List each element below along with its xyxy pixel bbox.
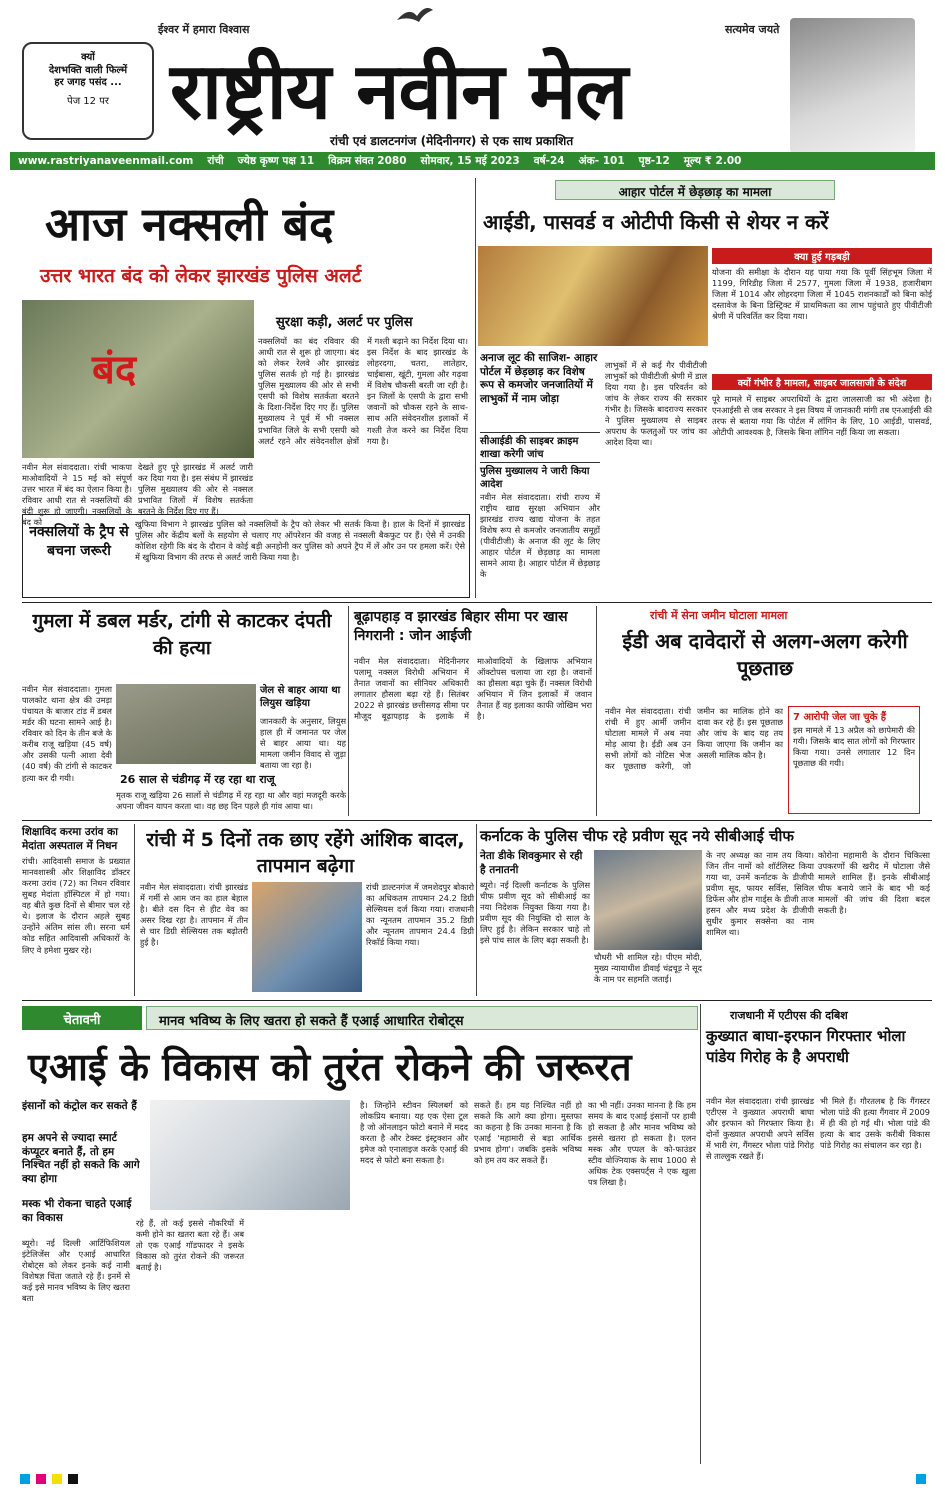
- karnataka-body-2: के नए अध्यक्ष का नाम तय किया। जिन तीन नामों को शॉर्टलिस्ट किया गया था, उनमें कर्नाटक के डीजीपी प्रवीण सूद, फायर सर्विस, सिविल डिफेंस और होम गार्ड्स के डीजी ताज हसन और मध्य प्रदेश के डीजीपी सुधीर कुमार सक्सेना का नाम शामिल था।: [706, 850, 814, 938]
- karnataka-body-1: ब्यूरो। नई दिल्ली कर्नाटक के पुलिस चीफ प्रवीण सूद को सीबीआई का नया निदेशक नियुक्त किया गया है। प्रवीण सूद की नियुक्ति दो साल के लिए हुई है। लेकिन सरकार चाहे तो इसे पांच साल के लिए बढ़ा सकती है।: [480, 880, 590, 946]
- tribal-body: रांची। आदिवासी समाज के प्रख्यात मानवशास्त्री और शिक्षाविद डॉक्टर करमा उरांव (72) का निधन रविवार सुबह मेदांता हॉस्पिटल में हो गया। वह बीते कुछ दिनों से बीमार चल रहे थे। इलाज के दौरान अहले सुबह उन्होंने अंतिम सांस ली। सरना धर्म कोड सहित आदिवासी अधिकारों के लिए वे हमेशा मुखर रहे।: [22, 856, 130, 955]
- ed-label: रांची में सेना जमीन घोटाला मामला: [650, 609, 788, 622]
- ai-body-5: का भी नहीं। उनका मानना है कि हम समय के बाद एआई इंसानों पर हावी हो सकता है और मानव भविष्य को इससे खतरा हो सकता है। एलन मस्क और एप्पल के को-फाउंडर स्टीव वोज्नियाक के साथ 1000 से अधिक टेक एक्सपर्ट्स ने एक खुला पत्र लिखा है।: [588, 1100, 696, 1188]
- portal-label: आहार पोर्टल में छेड़छाड़ का मामला: [555, 180, 835, 200]
- edition-subtitle: रांची एवं डालटनगंज (मेदिनीनगर) से एक साथ प्रकाशित: [330, 134, 574, 148]
- crime-scene-photo: [116, 684, 256, 764]
- ai-body-2: रहे हैं, तो कई इससे नौकरियों में कमी होने का खतरा बता रहे हैं। अब तो एक एआई गॉडफादर ने इसके विकास को तुरंत रोकने की जरूरत बताई है।: [136, 1218, 244, 1273]
- black-mark: [68, 1474, 78, 1484]
- column-rule: [476, 824, 477, 996]
- ed-body: नवीन मेल संवाददाता। रांची रांची में हुए आर्मी जमीन घोटाला मामले में अब नया मोड़ आया है। ईडी अब उन सभी लोगों को नोटिस भेज कर पूछताछ करेगी, जो जमीन का मालिक होने का दावा कर रहे हैं। इस पूछताछ और जांच के बाद यह तय किया जाएगा कि जमीन का असली मालिक कौन है।: [605, 706, 783, 772]
- left-slogan: ईश्वर में हमारा विश्वास: [158, 23, 250, 36]
- section-rule: [22, 1000, 932, 1001]
- portal-left-sub1: सीआईडी की साइबर क्राइम शाखा करेगी जांच: [480, 432, 600, 461]
- ai-quote-2: हम अपने से ज्यादा स्मार्ट कंप्यूटर बनाते हैं, तो हम निश्चित नहीं हो सकते कि आगे क्या होगा: [22, 1132, 140, 1185]
- magenta-mark: [36, 1474, 46, 1484]
- yellow-mark: [52, 1474, 62, 1484]
- dateline-bar: www.rastriyanaveenmail.com रांची ज्येष्ठ कृष्ण पक्ष 11 विक्रम संवत 2080 सोमवार, 15 मई 2023 वर्ष-24 अंक- 101 पृष्ठ-12 मूल्य ₹ 2.00: [10, 152, 935, 170]
- gumla-headline: गुमला में डबल मर्डर, टांगी से काटकर दंपती की हत्या: [32, 610, 332, 659]
- portal-tag: क्या हुई गड़बड़ी: [712, 248, 932, 264]
- ed-side-body: इस मामले में 13 अप्रैल को छापेमारी की गयी। जिसके बाद सात लोगों को गिरफ्तार किया गया। उनसे लगातार 12 दिन पूछताछ की गयी।: [793, 725, 915, 769]
- bird-icon: [395, 2, 435, 28]
- lead-kicker: सुरक्षा कड़ी, अलर्ट पर पुलिस: [276, 315, 413, 330]
- lead-body-2: देखते हुए पूरे झारखंड में अलर्ट जारी कर दिया गया है। इस संबंध में झारखंड पुलिस मुख्यालय की ओर से नक्सल प्रभावित जिलों में विशेष सतर्कता बरतने के निर्देश दिए गए हैं।: [138, 462, 253, 517]
- ai-label: चेतावनी: [22, 1006, 142, 1030]
- ai-kicker: मानव भविष्य के लिए खतरा हो सकते हैं एआई आधारित रोबोट्स: [146, 1006, 698, 1030]
- website-link[interactable]: www.rastriyanaveenmail.com: [18, 155, 194, 167]
- column-rule: [475, 178, 476, 598]
- gumla-body-1: नवीन मेल संवाददाता। गुमला पालकोट थाना क्षेत्र की उमड़ा पंचायत के बाजार टांड में डबल मर्डर की घटना सामने आई है। रविवार को दिन के तीन बजे के करीब राजू खड़िया (45 वर्ष) और उसकी पत्नी आशा देवी (40 वर्ष) की टांगी से काटकर हत्या कर दी गयी।: [22, 684, 112, 783]
- ed-side-title: 7 आरोपी जेल जा चुके हैं: [793, 712, 887, 723]
- portal-tag-2: क्यों गंभीर है मामला, साइबर जालसाजी के संदेश: [712, 374, 932, 390]
- column-rule: [348, 606, 349, 816]
- portal-body-1: योजना की समीक्षा के दौरान यह पाया गया कि पूर्वी सिंहभूम जिला में 1199, गिरिडीह जिला में 2577, गुमला जिला में 1938, हजारीबाग जिला में 1014 और लोहरदगा जिला में 1045 राशनकार्डों को बिना कोई दस्तावेज के बिना डिस्ट्रिक्ट में प्राथमिकता का लाभ पहुंचाते हुए पीवीटीजी श्रेणी में परिवर्तित कर दिया गया।: [712, 267, 932, 322]
- photo-overlay-word: बंद: [92, 347, 137, 393]
- column-rule: [134, 824, 135, 996]
- weather-body-1: नवीन मेल संवाददाता। रांची झारखंड में गर्मी से आम जन का हाल बेहाल है। बीते दस दिन से हीट वेव का असर दिख रहा है। तापमान में तीन से चार डिग्री सेल्सियस तक बढ़ोतरी हुई है।: [140, 882, 248, 948]
- weather-body-2: रांची डाल्टनगंज में जमशेदपुर बोकारो का अधिकतम तापमान 24.2 डिग्री सेल्सियस दर्ज किया गया। राजधानी का न्यूनतम तापमान 35.2 डिग्री और न्यूनतम तापमान 24.4 डिग्री रिकॉर्ड किया गया।: [366, 882, 474, 948]
- print-registration-marks: [0, 1470, 945, 1489]
- section-rule: [22, 820, 932, 821]
- masthead: [0, 0, 945, 150]
- gumla-body-2: जानकारी के अनुसार, लियुस हाल ही में जमानत पर जेल से बाहर आया था। यह मामला जमीन विवाद से जुड़ा बताया जा रहा है।: [260, 716, 346, 771]
- newspaper-title: राष्ट्रीय नवीन मेल: [170, 47, 628, 137]
- actor-portrait: [790, 18, 915, 153]
- border-body: नवीन मेल संवाददाता। मेदिनीनगर पलामू नक्सल विरोधी अभियान में तैनात जवानों का सीनियर अधिकारी लगातार हौसला बढ़ा रहे हैं। सितंबर 2022 से झारखंड छत्तीसगढ़ सीमा पर मौजूद बूढ़ापहाड़ के इलाके में माओवादियों के खिलाफ अभियान ऑक्टोपस चलाया जा रहा है। जवानों का हौसला बढ़ा चुके हैं। नक्सल विरोधी अभियान में जिन इलाकों में जवान तैनात हैं वह इलाका काफी जोखिम भरा है।: [354, 656, 592, 722]
- portal-headline: आईडी, पासवर्ड व ओटीपी किसी से शेयर न करें: [483, 210, 829, 234]
- right-slogan: सत्यमेव जयते: [725, 23, 780, 36]
- cyan-mark: [916, 1474, 926, 1484]
- portal-body-3: नवीन मेल संवाददाता। रांची राज्य में राष्ट्रीय खाद्य सुरक्षा अभियान और झारखंड राज्य खाद्य योजना के तहत विशेष रूप से कमजोर जनजातीय समूहों (पीवीटीजी) के अनाज की लूट के लिए आहार पोर्टल में छेड़छाड़ का मामला सामने आया है। आहार पोर्टल में छेड़छाड़ के: [480, 492, 600, 580]
- trap-title: नक्सलियों के ट्रैप से बचना जरूरी: [29, 524, 129, 559]
- lead-headline: आज नक्सली बंद: [45, 197, 334, 251]
- lead-body-1: नवीन मेल संवाददाता। रांची भाकपा माओवादियों ने 15 मई को संपूर्ण उत्तर भारत में बंद का ऐलान किया है। रविवार आधी रात से नक्सलियों की बंदी शुरू हो जाएगी। नक्सलियों के बंद को: [22, 462, 132, 528]
- column-rule: [596, 606, 597, 816]
- ai-quote-1: इंसानों को कंट्रोल कर सकते हैं: [22, 1100, 137, 1112]
- ai-headline: एआई के विकास को तुरंत रोकने की जरूरत: [28, 1045, 632, 1089]
- ai-quote-3: मस्क भी रोकना चाहते एआई का विकास: [22, 1198, 132, 1224]
- lead-body-3: नक्सलियों का बंद रविवार की आधी रात से शुरू हो जाएगा। बंद को लेकर रेलवे और झारखंड पुलिस सतर्क हो गई है। झारखंड पुलिस मुख्यालय की ओर से सभी एसपी को विशेष सतर्कता बरतने के दिशा-निर्देश दिए गए हैं। पुलिस मुख्यालय ने पूर्व में भी नक्सल प्रभावित जिले के सभी एसपी को अलर्ट रहने और संवेदनशील क्षेत्रों में गश्ती बढ़ाने का निर्देश दिया था। इस निर्देश के बाद झारखंड के लोहरदगा, चतरा, लातेहार, चाईबासा, खूंटी, गुमला और गढ़वा में विशेष चौकसी बरती जा रही है। इन जिलों के एसपी के द्वारा सभी जवानों को चौकस रहने के साथ-साथ अति संवेदनशील इलाकों में गश्ती तेज करने का निर्देश दिया गया है।: [258, 336, 468, 446]
- ed-headline: ईडी अब दावेदारों से अलग-अलग करेगी पूछताछ: [622, 629, 908, 680]
- ai-body-3: है। जिन्होंने स्टीवन स्पिलबर्ग को लोकप्रिय बनाया। यह एक ऐसा टूल है जो ऑनलाइन फोटो बनाने में मदद करता है और टेक्स्ट इंस्ट्रक्शन और इमेज को एनालाइज करके एआई की मदद से फोटो बना सकता है।: [360, 1100, 468, 1166]
- border-headline: बूढ़ापहाड़ व झारखंड बिहार सीमा पर खास निगरानी : जोन आईजी: [354, 609, 568, 644]
- karnataka-body-3: कोरोना महामारी के दौरान चिकित्सा उपकरणों की खरीद में घोटाला जैसे मामले शामिल हैं। इनके सीबीआई चीफ बनाये जाने के बाद भी कई मामलों की जांच की दिशा बदल सकती है।: [818, 850, 930, 916]
- portal-body-2: पूरे मामले में साइबर अपराधियों के द्वारा जालसाजी का भी अंदेशा है। एनआईसी से जब सरकार ने इस विषय में जानकारी मांगी तब एनआईसी की तरफ से बताया गया कि पोर्टल में लॉगिन के लिए, 10 आईडी, पासवर्ड, ओटीपी आवश्यक है, जिसके बिना लॉगिन नहीं किया जा सकता।: [712, 394, 932, 438]
- ats-headline: कुख्यात बाघा-इरफान गिरफ्तार भोला पांडेय गिरोह के है अपराधी: [706, 1027, 906, 1066]
- karnataka-sub: नेता डीके शिवकुमार से रही है तनातनी: [480, 850, 583, 876]
- tribal-title: शिक्षाविद करमा उरांव का मेदांता अस्पताल में निधन: [22, 826, 118, 852]
- trap-box: [22, 514, 470, 598]
- ai-body-1: ब्यूरो। नई दिल्ली आर्टिफिशियल इंटेलिजेंस और एआई आधारित रोबोट्स को लेकर इनके कई नामी विशेषज्ञ चिंता जताते रहे हैं। इनमें से कई इसे मानव भविष्य के लिए खतरा बता: [22, 1238, 130, 1304]
- promo-box[interactable]: क्यों देशभक्ति वाली फिल्में हर जगह पसंद ... पेज 12 पर: [22, 42, 154, 140]
- police-chief-photo: [594, 850, 702, 950]
- portal-left-head: अनाज लूट की साजिश- आहार पोर्टल में छेड़छाड़ कर विशेष रूप से कमजोर जनजातियों में लाभुकों में नाम जोड़ा: [480, 352, 598, 405]
- naxal-photo: [22, 300, 254, 458]
- section-rule: [22, 602, 932, 603]
- grain-photo: [478, 246, 708, 346]
- ai-body-4: सकते हैं। हम यह निश्चित नहीं हो सकते कि आगे क्या होगा। मुस्तफा का कहना है कि उनका मानना है कि एआई 'महामारी से बड़ा आर्थिक प्रभाव होगा'। जबकि इसके भविष्य को हम तय कर सकते हैं।: [474, 1100, 582, 1166]
- gumla-body-3: मृतक राजू खड़िया 26 सालों से चंडीगढ़ में रह रहा था और वहां मजदूरी करके अपना जीवन यापन करता था। वह छह दिन पहले ही गांव आया था।: [116, 790, 346, 812]
- trap-body: खुफिया विभाग ने झारखंड पुलिस को नक्सलियों के ट्रैप को लेकर भी सतर्क किया है। हाल के दिनों में झारखंड पुलिस और केंद्रीय बलों के सहयोग से चलाए गए ऑपरेशन की वजह से नक्सली बैकफुट पर हैं। ऐसे में उनकी कोशिश रहेगी कि बंद के दौरान वे कोई बड़ी अनहोनी कर पुलिस को अपने ट्रैप में लें और उन पर हमला करें। ऐसे में खुफिया विभाग की तरफ से अलर्ट जारी किया गया है।: [135, 519, 465, 563]
- heat-photo-1: [252, 882, 362, 992]
- column-rule: [700, 1004, 701, 1464]
- ats-body-1: नवीन मेल संवाददाता। रांची झारखंड एटीएस ने कुख्यात अपराधी बाघा और इरफान को गिरफ्तार किया है। दोनों कुख्यात अपराधी अपने सर्विस में भारी रंग, गैंगस्टर भोला पांडे गिरोह से ताल्लुक रखते हैं।: [706, 1096, 814, 1162]
- robot-hand-photo: [150, 1100, 350, 1210]
- ats-body-2: भी मिले हैं। गौरतलब है कि गैंगस्टर भोला पांडे की हत्या गैंगवार में 2009 में ही की हो गई थी। भोला पांडे की हत्या के बाद उसके करीबी विकास पांडे गिरोह का संचालन कर रहा है।: [820, 1096, 930, 1151]
- portal-left-sub2: पुलिस मुख्यालय ने जारी किया आदेश: [480, 462, 600, 491]
- portal-body-4: लाभुकों में से कई गैर पीवीटीजी लाभुकों को पीवीटीजी श्रेणी में डाल दिया गया है। इस परिवर्तन को जांच के लेकर राज्य की सरकार गंभीर है। जिसके बादराज्य सरकार ने पुलिस मुख्यालय से साइबर अपराध के फलतुओं पर जांच का आदेश दिया था।: [605, 360, 707, 448]
- karnataka-caption: चौधरी भी शामिल रहे। पीएम मोदी, मुख्य न्यायाधीश डीवाई चंद्रचूड़ ने सूद के नाम पर सहमति जताई।: [594, 952, 702, 985]
- karnataka-headline: कर्नाटक के पुलिस चीफ रहे प्रवीण सूद नये सीबीआई चीफ: [480, 827, 795, 845]
- cyan-mark: [20, 1474, 30, 1484]
- weather-headline: रांची में 5 दिनों तक छाए रहेंगे आंशिक बादल, तापमान बढ़ेगा: [146, 829, 465, 877]
- gumla-caption: जेल से बाहर आया था लियुस खड़िया: [260, 685, 341, 709]
- lead-subhead: उत्तर भारत बंद को लेकर झारखंड पुलिस अलर्ट: [40, 265, 362, 287]
- ed-side-box: [788, 706, 920, 814]
- gumla-caption-2: 26 साल से चंडीगढ़ में रह रहा था राजू: [120, 773, 275, 786]
- ats-label: राजधानी में एटीएस की दबिश: [730, 1009, 848, 1022]
